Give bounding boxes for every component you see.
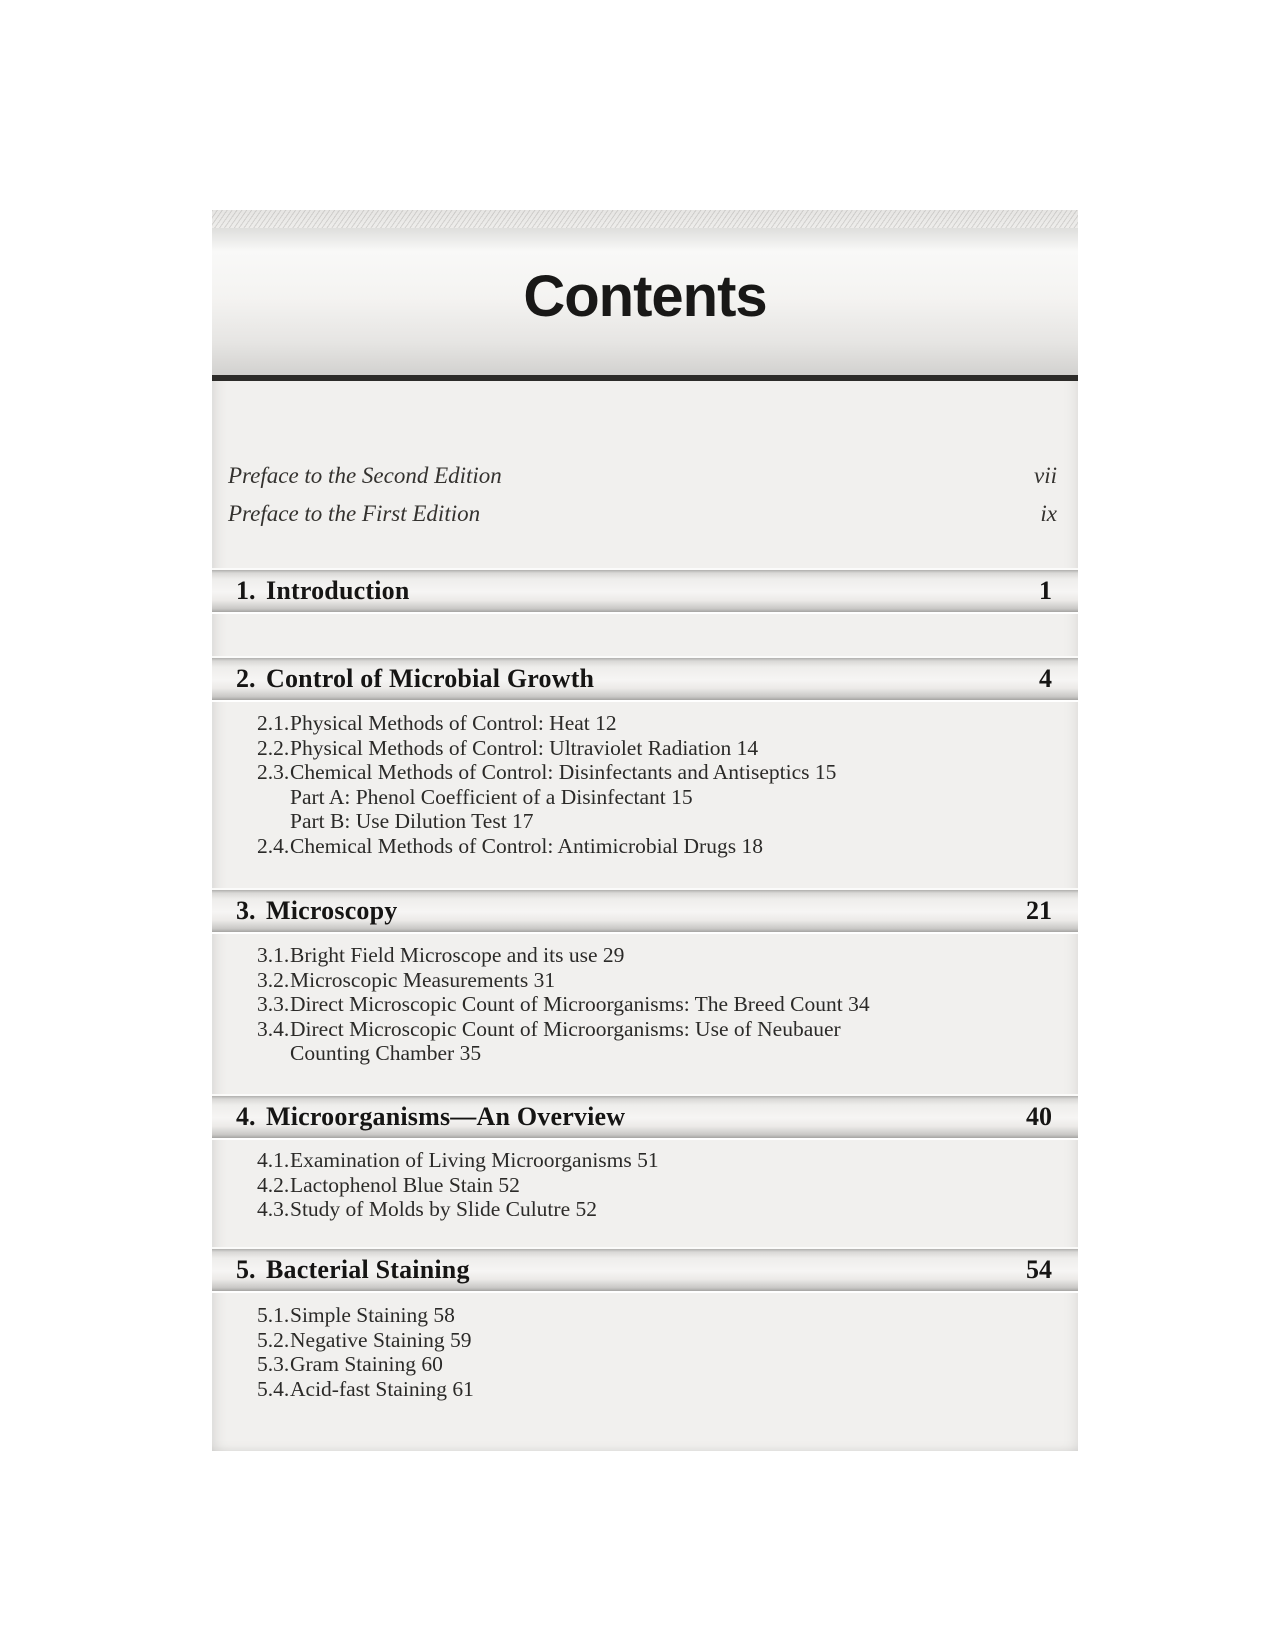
entry-number: 5.4. bbox=[257, 1376, 290, 1401]
chapter-number: 1. bbox=[236, 576, 256, 605]
chapter-bar bbox=[212, 1249, 1078, 1291]
toc-entry-row bbox=[257, 1328, 1048, 1353]
entry-text: Gram Staining 60 bbox=[290, 1352, 443, 1376]
entry-text: Direct Microscopic Count of Microorganisms: The Breed Count 34 bbox=[290, 992, 870, 1016]
front-matter-row bbox=[212, 501, 1078, 527]
toc-page bbox=[212, 210, 1078, 1451]
chapter-number: 2. bbox=[236, 664, 256, 693]
chapter-number: 5. bbox=[236, 1255, 256, 1284]
chapter-bar bbox=[212, 1096, 1078, 1138]
entry-number: 3.2. bbox=[257, 967, 290, 992]
entry-text: Examination of Living Microorganisms 51 bbox=[290, 1148, 659, 1172]
entry-text: Counting Chamber 35 bbox=[290, 1041, 482, 1065]
entry-number: 5.2. bbox=[257, 1327, 290, 1352]
entry-text: Negative Staining 59 bbox=[290, 1327, 472, 1352]
toc-entry-row bbox=[257, 785, 1048, 810]
chapter-title: Bacterial Staining bbox=[266, 1255, 470, 1284]
entry-number: 5.3. bbox=[257, 1352, 290, 1376]
chapter-page-number: 4 bbox=[1039, 664, 1052, 693]
entry-number: 2.3. bbox=[257, 760, 290, 784]
toc-entry-row bbox=[257, 968, 1048, 993]
entry-number: 4.2. bbox=[257, 1172, 290, 1197]
toc-entry-row bbox=[257, 943, 1048, 968]
chapter-title: Control of Microbial Growth bbox=[266, 664, 595, 693]
entry-text: Study of Molds by Slide Culutre 52 bbox=[290, 1197, 597, 1221]
toc-entry-row bbox=[257, 992, 1048, 1017]
entry-text: Direct Microscopic Count of Microorganisms: Use of Neubauer bbox=[290, 1016, 841, 1041]
toc-entry-row bbox=[257, 1041, 1048, 1066]
entry-text: Microscopic Measurements 31 bbox=[290, 967, 556, 992]
chapter-bar bbox=[212, 658, 1078, 700]
toc-entry-row bbox=[257, 1197, 1048, 1222]
chapter-entry-list bbox=[212, 1303, 1078, 1401]
toc-entry-row bbox=[257, 760, 1048, 785]
chapter-title: Microorganisms—An Overview bbox=[266, 1102, 626, 1131]
entry-number: 3.4. bbox=[257, 1016, 290, 1041]
chapter-page-number: 54 bbox=[1026, 1255, 1052, 1284]
front-matter-label: Preface to the First Edition bbox=[228, 501, 481, 526]
entry-text: Lactophenol Blue Stain 52 bbox=[290, 1172, 520, 1197]
front-matter-list bbox=[212, 463, 1078, 539]
entry-number: 4.3. bbox=[257, 1197, 290, 1221]
entry-number: 3.1. bbox=[257, 943, 290, 967]
entry-number: 2.2. bbox=[257, 735, 290, 760]
chapter-bar bbox=[212, 890, 1078, 932]
front-matter-page-number: ix bbox=[1040, 501, 1057, 526]
toc-entry-row bbox=[257, 1148, 1048, 1173]
chapter-page-number: 21 bbox=[1026, 896, 1052, 925]
chapter-page-number: 1 bbox=[1039, 576, 1052, 605]
entry-text: Acid-fast Staining 61 bbox=[290, 1376, 474, 1401]
chapter-title: Microscopy bbox=[266, 896, 398, 925]
chapter-title: Introduction bbox=[266, 576, 410, 605]
entry-text: Physical Methods of Control: Heat 12 bbox=[290, 711, 617, 735]
front-matter-label: Preface to the Second Edition bbox=[228, 463, 502, 488]
toc-entry-row bbox=[257, 736, 1048, 761]
entry-text: Simple Staining 58 bbox=[290, 1303, 455, 1327]
chapter-entry-list bbox=[212, 943, 1078, 1066]
chapter-number: 3. bbox=[236, 896, 256, 925]
toc-entry-row bbox=[257, 809, 1048, 834]
front-matter-row bbox=[212, 463, 1078, 489]
toc-entry-row bbox=[257, 711, 1048, 736]
entry-text: Part B: Use Dilution Test 17 bbox=[290, 809, 534, 833]
toc-entry-row bbox=[257, 1303, 1048, 1328]
entry-text: Chemical Methods of Control: Disinfectants and Antiseptics 15 bbox=[290, 760, 837, 784]
header-rule bbox=[212, 375, 1078, 381]
entry-number: 2.1. bbox=[257, 711, 290, 735]
toc-entry-row bbox=[257, 1017, 1048, 1042]
chapter-entry-list bbox=[212, 1148, 1078, 1222]
entry-text: Part A: Phenol Coefficient of a Disinfectant 15 bbox=[290, 784, 693, 809]
entry-number: 3.3. bbox=[257, 992, 290, 1016]
entry-text: Bright Field Microscope and its use 29 bbox=[290, 943, 625, 967]
entry-text: Physical Methods of Control: Ultraviolet Radiation 14 bbox=[290, 735, 759, 760]
contents-header bbox=[212, 228, 1078, 375]
toc-entry-row bbox=[257, 834, 1048, 859]
entry-text: Chemical Methods of Control: Antimicrobial Drugs 18 bbox=[290, 833, 763, 858]
front-matter-page-number: vii bbox=[1034, 463, 1057, 488]
chapter-entry-list bbox=[212, 711, 1078, 858]
entry-number: 4.1. bbox=[257, 1148, 290, 1172]
toc-entry-row bbox=[257, 1352, 1048, 1377]
page-title: Contents bbox=[523, 264, 767, 329]
entry-number: 5.1. bbox=[257, 1303, 290, 1327]
chapter-page-number: 40 bbox=[1026, 1102, 1052, 1131]
entry-number: 2.4. bbox=[257, 833, 290, 858]
chapter-bar bbox=[212, 570, 1078, 612]
toc-entry-row bbox=[257, 1173, 1048, 1198]
chapter-number: 4. bbox=[236, 1102, 256, 1131]
toc-entry-row bbox=[257, 1377, 1048, 1402]
page-top-scan-texture bbox=[212, 210, 1078, 228]
